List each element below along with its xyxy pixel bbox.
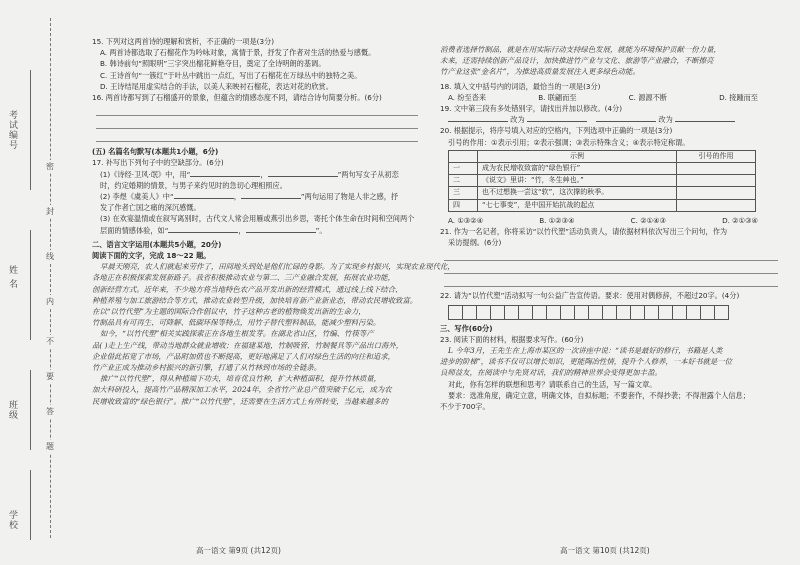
q21-stem-cont: 采访提纲。(6分) <box>448 238 502 248</box>
passage-line: 各地正在积极探索发展新路子。我省积极推动农业与第二、三产业融合发展，拓展农业功能， <box>92 273 396 283</box>
q23-prompt: 对此，你有怎样的联想和思考？请联系自己的生活，写一篇文章。 <box>448 379 657 389</box>
answer-cell[interactable] <box>677 199 756 211</box>
seal-char: 内 <box>46 297 54 306</box>
class-field[interactable] <box>30 370 31 450</box>
exam-number-field[interactable] <box>30 70 31 190</box>
right-page-footer: 高一语文 第10页 (共12页) <box>560 546 650 555</box>
right-column <box>440 44 778 412</box>
seal-char: 不 <box>46 337 54 346</box>
blank[interactable] <box>168 232 238 233</box>
q17-stem: 17. 补写出下列句子中的空缺部分。(6分) <box>92 158 224 168</box>
q22-answer-grid[interactable] <box>448 305 778 320</box>
q20-option-b[interactable]: B. ①②③④ <box>539 215 575 225</box>
q22-stem: 22. 请为“以竹代塑”活动拟写一句公益广告宣传语。要求：使用对偶修辞，不超过20字。(4分) <box>440 291 740 301</box>
q23-stem: 23. 阅读下面的材料，根据要求写作。(60分) <box>440 334 584 344</box>
grid-cell[interactable] <box>644 305 659 320</box>
q15-option-b: B. 韩诗前句“照眼明”三字突出榴花鲜艳夺目，奠定了全诗明朗的基调。 <box>100 59 326 69</box>
q16-answer-line[interactable] <box>96 105 418 116</box>
name-label: 姓 名 <box>7 265 17 289</box>
grid-cell[interactable] <box>686 305 701 320</box>
q19-answer: 改为 改为 <box>440 114 778 125</box>
q23-requirements-cont: 不少于700字。 <box>440 402 490 412</box>
seal-char: 封 <box>46 207 54 216</box>
q21-answer-line[interactable] <box>444 263 778 274</box>
q17-part3: (3) 在欢宴温情或在叙写离别时，古代文人常会用雁或燕引出乡思，寄托个体生命在时间和空间两个 <box>100 214 415 224</box>
grid-cell[interactable] <box>504 305 519 320</box>
grid-cell[interactable] <box>476 305 491 320</box>
q18-options <box>440 92 778 103</box>
q20-option-a[interactable]: A. ①③②④ <box>448 215 484 225</box>
grid-cell[interactable] <box>700 305 715 320</box>
school-field[interactable] <box>30 470 31 540</box>
material-line: 良师益友，在阅读中与先贤对话，我们的精神世界会变得更加丰盈。 <box>440 368 662 378</box>
q17-part2-cont: 发了作者亡国之痛的深沉感慨。 <box>100 203 201 213</box>
q18-option-a[interactable]: A. 纷至沓来 <box>448 92 487 102</box>
q23-requirements: 要求：选准角度，确定立意，明确文体，自拟标题；不要套作，不得抄袭；不得泄露个人信息； <box>448 390 750 400</box>
answer-cell[interactable] <box>677 187 756 199</box>
table-row: 四 “七七事变”，是中国开始抗战的起点 <box>449 199 756 211</box>
class-label: 班级 <box>7 400 17 420</box>
q18-option-c[interactable]: C. 源源不断 <box>628 92 667 102</box>
answer-cell[interactable] <box>677 163 756 175</box>
grid-cell[interactable] <box>462 305 477 320</box>
passage-line: 竹产业这张“金名片”，为推进高质量发展注入更多绿色动能。 <box>440 67 640 77</box>
section-2-heading: 二、语言文字运用(本题共5小题，20分) <box>92 239 222 249</box>
q21-stem: 21. 作为一名记者，你将采访“以竹代塑”活动负责人，请依据材料依次写出三个问句，作为 <box>440 227 728 237</box>
blank[interactable] <box>190 176 260 177</box>
passage-line: 在以“以竹代塑”为主题的国际合作倡议中，竹子这种古老的植物焕发出新的生命力， <box>92 307 366 317</box>
q16-answer-line[interactable] <box>96 131 418 142</box>
table-header: 引号的作用 <box>677 150 756 162</box>
left-page-footer: 高一语文 第9页 (共12页) <box>196 546 281 555</box>
binding-margin <box>0 0 62 565</box>
q15-stem: 15. 下列对这两首诗的理解和赏析，不正确的一项是(3分) <box>92 37 275 46</box>
grid-cell[interactable] <box>616 305 631 320</box>
grid-cell[interactable] <box>518 305 533 320</box>
passage-line: 如今，“以竹代塑”相关实践探索正在各地生根发芽。在湖北省山区，竹编、竹筷等产 <box>100 329 374 339</box>
reading-instruction: 阅读下面的文字，完成 18～22 题。 <box>92 251 211 261</box>
q17-part1-cont: 时，约定婚期的情景，与男子来约见时的急切心理相照应。 <box>100 180 287 190</box>
table-header <box>449 150 478 162</box>
blank[interactable] <box>241 198 301 199</box>
q18-option-b[interactable]: B. 联翩而至 <box>538 92 577 102</box>
q16-answer-line[interactable] <box>96 118 418 129</box>
q17-part2: (2) 李煜《虞美人》中“ ， ”两句运用了物是人非之感，抒 <box>100 192 399 202</box>
blank[interactable] <box>675 121 735 122</box>
q20-hint: 引号的作用：①表示引用；②表示强调；③表示特殊含义；④表示特定称谓。 <box>448 137 690 147</box>
passage-line: 品( )走上生产线，带动当地群众就业增收；在福建某地，竹制吸管、竹制餐具等产品出口海外， <box>92 340 404 350</box>
passage-line: 未来，还需持续创新产品设计，加快推进竹产业与文化、旅游等产业融合，不断擦亮 <box>440 56 714 66</box>
q20-table <box>448 150 756 212</box>
grid-cell[interactable] <box>490 305 505 320</box>
q17-part1: (1)《诗经·卫风·氓》中，用“ ， ”两句写女子从初恋 <box>100 169 399 179</box>
q15-option-c: C. 王诗首句“一簇红”于叶丛中跳出一点红，写出了石榴花在万绿丛中的独特之美。 <box>100 70 362 80</box>
table-row: 三 也不过想换一尝这“软”，这次撑的秋季。 <box>449 187 756 199</box>
seal-line <box>50 18 51 538</box>
blank[interactable] <box>246 232 316 233</box>
exam-number-label: 考试编号 <box>7 110 17 150</box>
grid-cell[interactable] <box>630 305 645 320</box>
name-field[interactable] <box>30 230 31 340</box>
grid-cell[interactable] <box>574 305 589 320</box>
seal-char: 题 <box>46 442 54 451</box>
blank[interactable] <box>174 198 234 199</box>
q15-option-a: A. 两首诗都选取了石榴花作为吟咏对象，寓情于景，抒发了作者对生活的热爱与感慨。 <box>100 48 376 58</box>
seal-char: 要 <box>46 372 54 381</box>
q18-stem: 18. 填入文中括号内的词语，最恰当的一项是(3分) <box>440 81 601 91</box>
table-header: 示例 <box>478 150 677 162</box>
blank[interactable] <box>596 121 656 122</box>
q20-options <box>440 215 778 226</box>
q20-option-d[interactable]: D. ②①③④ <box>722 215 758 225</box>
passage-line: 竹产业正成为推动乡村振兴的新引擎，打通了从竹林到市场的全链条。 <box>92 363 322 373</box>
passage-line: 民增收致富的“绿色银行”。推广“以竹代塑”，还需要在生活方式上有所转变，当越来越多的 <box>92 396 388 406</box>
grid-cell[interactable] <box>560 305 575 320</box>
q19-stem: 19. 文中第三段有多处错别字，请找出并加以修改。(4分) <box>440 104 623 114</box>
grid-cell[interactable] <box>714 305 729 320</box>
grid-cell[interactable] <box>602 305 617 320</box>
grid-cell[interactable] <box>672 305 687 320</box>
q20-option-c[interactable]: C. ②①④③ <box>630 215 666 225</box>
table-row: 一 成为农民增收致富的“绿色银行” <box>449 163 756 175</box>
grid-cell[interactable] <box>588 305 603 320</box>
q17-part3-cont: 层面的情感体验，如“ ， ”。 <box>100 225 327 235</box>
passage-line: 创新经营方式。近年来，不少地方将当地特色农产品开发出新的经营模式，通过线上线下结合、 <box>92 284 403 294</box>
grid-cell[interactable] <box>448 305 463 320</box>
passage-line: 企业借此拓宽了市场，产品附加值也不断提高，更好地满足了人们对绿色生活的向往和追求， <box>92 351 396 361</box>
passage-line: 早晨天刚亮，农人们就起来劳作了，田间地头到处是他们忙碌的身影。为了实现乡村振兴，实现农业现代化， <box>100 262 455 272</box>
material-line: 进步的阶梯”，读书不仅可以增长知识，更能陶冶性情，提升个人修养，一本好书就是一位 <box>440 357 733 367</box>
passage-line: 推广“以竹代塑”，得从种植端下功夫，培育优良竹种，扩大种植面积，提升竹林质量， <box>100 374 382 384</box>
seal-char: 线 <box>46 252 54 261</box>
material-line: L 今年3月，王先生在上海市某区的一次讲座中说：“读书是最好的修行，书籍是人类 <box>448 346 723 356</box>
q21-answer-line[interactable] <box>444 276 778 287</box>
blank[interactable] <box>527 121 587 122</box>
answer-cell[interactable] <box>677 175 756 187</box>
left-column <box>92 36 455 407</box>
passage-line: 消费者选择竹制品，就是在用实际行动支持绿色发展，就能为环境保护贡献一份力量， <box>440 45 721 54</box>
q21-answer-line[interactable] <box>444 250 778 261</box>
grid-cell[interactable] <box>532 305 547 320</box>
grid-cell[interactable] <box>546 305 561 320</box>
passage-line: 加大科研投入，提高竹产品精深加工水平，2024年，全省竹产业总产值突破千亿元，成为农 <box>92 385 392 395</box>
table-row: 二 《说文》里讲：“竹，冬生艸也。” <box>449 175 756 187</box>
q20-stem: 20. 根据提示，将序号填入对应的空格内，下列选项中正确的一项是(3分) <box>440 126 673 136</box>
q18-option-d[interactable]: D. 接踵而至 <box>719 92 758 102</box>
section-3-heading: 三、写作(60分) <box>440 323 493 333</box>
grid-cell[interactable] <box>658 305 673 320</box>
passage-line: 竹制品具有可再生、可降解、低碳环保等特点，用竹子替代塑料制品，能减少塑料污染。 <box>92 318 381 328</box>
blank[interactable] <box>268 176 338 177</box>
q15-option-d: D. 王诗结尾用虚实结合的手法，以美人来映衬石榴花，表达对花的欣赏。 <box>100 81 333 91</box>
blank[interactable] <box>448 121 508 122</box>
passage-line: 种植养殖与加工旅游结合等方式，推动农业转型升级，加快培育新产业新业态，带动农民增收致富。 <box>92 295 418 305</box>
q16-stem: 16. 两首诗都写到了石榴盛开的景象，但蕴含的情感态度不同，请结合诗句简要分析。(6分) <box>92 93 382 103</box>
section-5-heading: (五) 名篇名句默写(本题共1小题，6分) <box>92 147 219 157</box>
seal-char: 答 <box>46 407 54 416</box>
seal-char: 密 <box>46 162 54 171</box>
school-label: 学校 <box>7 510 17 530</box>
